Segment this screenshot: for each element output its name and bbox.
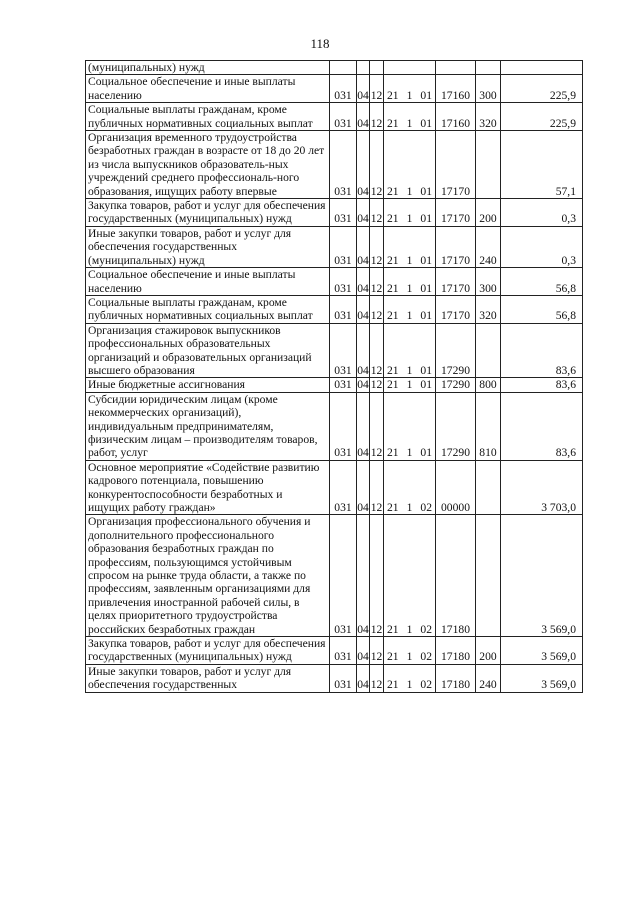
program-code-part: 01 — [420, 363, 432, 377]
admin-code-cell: 031 — [330, 103, 357, 131]
section-cell: 04 — [357, 392, 370, 460]
row-name-cell: Социальное обеспечение и иные выплаты населению — [86, 75, 330, 103]
amount-cell: 56,8 — [501, 268, 583, 296]
subsection-cell: 12 — [370, 515, 384, 637]
program-code-part: 1 — [406, 378, 413, 392]
section-cell: 04 — [357, 515, 370, 637]
subsection-cell: 12 — [370, 378, 383, 392]
program-code-part: 1 — [406, 446, 413, 460]
amount-cell: 56,8 — [501, 295, 583, 323]
row-name-cell: Иные закупки товаров, работ и услуг для обеспечения государственных — [86, 664, 330, 692]
program-code-part: 21 — [387, 650, 399, 664]
row-name-cell: Субсидии юридическим лицам (кроме некоммерческих организаций), индивидуальным предпринимателям, физическим лицам – производителям товаров, работ, услуг — [86, 392, 330, 460]
direction-code-cell: 17170 — [436, 268, 476, 296]
program-cell — [384, 378, 436, 392]
admin-code-cell: 031 — [330, 637, 357, 665]
admin-code-cell: 031 — [330, 295, 357, 323]
program-code-part: 1 — [406, 253, 413, 267]
row-name-cell: Организация профессионального обучения и дополнительного профессионального образования безработных граждан по профессиям, пользующимся устойчивым спросом на рынке труда области, а также по профессиям, заявленным организациями для привлечения иностранной рабочей силы, в целях приоритетного трудоустройства российских безработных граждан — [86, 515, 330, 637]
program-cell — [384, 199, 436, 227]
amount-cell — [501, 61, 583, 75]
program-code-part: 01 — [420, 253, 432, 267]
amount-cell: 57,1 — [501, 131, 583, 199]
table-row — [86, 131, 583, 199]
program-code-part: 21 — [387, 184, 399, 198]
direction-code-cell: 17160 — [436, 103, 476, 131]
section-cell: 04 — [357, 103, 370, 131]
program-cell — [384, 75, 436, 103]
section-cell: 04 — [357, 295, 370, 323]
table-row — [86, 61, 583, 75]
subsection-cell — [370, 61, 384, 75]
subsection-cell: 12 — [370, 323, 384, 378]
program-code-part: 1 — [406, 88, 413, 102]
direction-code-cell: 00000 — [436, 460, 476, 515]
table-row — [86, 226, 583, 267]
program-code-part: 01 — [420, 281, 432, 295]
amount-cell: 3 569,0 — [501, 664, 583, 692]
program-code-part: 1 — [406, 363, 413, 377]
expense-type-cell — [476, 131, 501, 199]
table-row — [86, 75, 583, 103]
program-cell — [384, 460, 436, 515]
program-code-part: 21 — [387, 212, 399, 226]
program-code-part: 02 — [420, 678, 432, 692]
expense-type-cell: 200 — [476, 199, 501, 227]
expense-type-cell: 800 — [476, 378, 501, 392]
expense-type-cell: 300 — [476, 75, 501, 103]
section-cell: 04 — [357, 226, 370, 267]
direction-code-cell: 17290 — [436, 378, 476, 392]
expense-type-cell: 320 — [476, 103, 501, 131]
page-number: 118 — [310, 36, 330, 51]
program-code-part: 01 — [420, 378, 432, 392]
program-code-part: 21 — [387, 88, 399, 102]
section-cell: 04 — [357, 378, 369, 392]
amount-cell: 83,6 — [501, 392, 583, 460]
admin-code-cell: 031 — [330, 226, 357, 267]
direction-code-cell: 17290 — [436, 323, 476, 378]
direction-code-cell: 17170 — [436, 295, 476, 323]
program-cell — [384, 268, 436, 296]
section-cell: 04 — [357, 75, 370, 103]
program-code-part: 1 — [406, 622, 413, 636]
program-code-part: 1 — [406, 501, 413, 514]
expense-type-cell: 200 — [476, 637, 501, 665]
admin-code-cell: 031 — [330, 664, 357, 692]
row-name-cell: Закупка товаров, работ и услуг для обеспечения государственных (муниципальных) нужд — [86, 199, 330, 227]
program-code-part: 21 — [387, 446, 399, 460]
subsection-cell: 12 — [370, 268, 384, 296]
table-row — [86, 103, 583, 131]
program-code-part: 1 — [406, 650, 413, 664]
row-name-cell: Иные закупки товаров, работ и услуг для обеспечения государственных (муниципальных) нужд — [86, 226, 330, 267]
table-row — [86, 392, 583, 460]
program-cell — [384, 392, 436, 460]
admin-code-cell: 031 — [330, 515, 357, 637]
amount-cell: 3 569,0 — [501, 515, 583, 637]
program-cell — [384, 103, 436, 131]
table-row — [86, 323, 583, 378]
subsection-cell: 12 — [370, 199, 384, 227]
direction-code-cell: 17290 — [436, 392, 476, 460]
program-cell — [384, 323, 436, 378]
program-cell — [384, 295, 436, 323]
section-cell: 04 — [357, 131, 370, 199]
program-code-part: 21 — [387, 253, 399, 267]
table-row — [86, 378, 583, 392]
row-name-cell: Социальное обеспечение и иные выплаты населению — [86, 268, 330, 296]
direction-code-cell: 17180 — [436, 664, 476, 692]
direction-code-cell: 17170 — [436, 199, 476, 227]
section-cell: 04 — [357, 637, 370, 665]
direction-code-cell — [436, 61, 476, 75]
program-code-part: 01 — [420, 184, 432, 198]
program-code-part: 01 — [420, 88, 432, 102]
program-code-part: 01 — [420, 446, 432, 460]
program-code-part: 1 — [406, 212, 413, 226]
amount-cell: 225,9 — [501, 103, 583, 131]
program-code-part: 21 — [387, 501, 399, 514]
row-name-cell: (муниципальных) нужд — [86, 61, 330, 75]
program-code-part: 02 — [420, 650, 432, 664]
program-code-part: 1 — [406, 281, 413, 295]
subsection-cell: 12 — [370, 392, 384, 460]
section-cell: 04 — [357, 460, 370, 515]
program-code-part: 01 — [420, 212, 432, 226]
table-row — [86, 460, 583, 515]
amount-cell: 0,3 — [501, 226, 583, 267]
program-code-part: 1 — [406, 678, 413, 692]
direction-code-cell: 17170 — [436, 226, 476, 267]
table-row — [86, 295, 583, 323]
direction-code-cell: 17160 — [436, 75, 476, 103]
subsection-cell: 12 — [370, 295, 384, 323]
program-cell — [384, 664, 436, 692]
subsection-cell: 12 — [370, 103, 384, 131]
program-cell — [384, 637, 436, 665]
admin-code-cell: 031 — [330, 460, 357, 515]
expense-type-cell — [476, 323, 501, 378]
table-row — [86, 268, 583, 296]
expense-type-cell: 240 — [476, 664, 501, 692]
amount-cell: 0,3 — [501, 199, 583, 227]
amount-cell: 3 703,0 — [501, 460, 583, 515]
expense-type-cell: 810 — [476, 392, 501, 460]
row-name-cell: Закупка товаров, работ и услуг для обеспечения государственных (муниципальных) нужд — [86, 637, 330, 665]
program-code-part: 21 — [387, 678, 399, 692]
expense-type-cell: 320 — [476, 295, 501, 323]
subsection-cell: 12 — [370, 75, 384, 103]
program-code-part: 21 — [387, 309, 399, 323]
subsection-cell: 12 — [370, 460, 384, 515]
admin-code-cell — [330, 61, 357, 75]
amount-cell: 83,6 — [501, 378, 583, 392]
program-code-part: 01 — [420, 116, 432, 130]
subsection-cell: 12 — [370, 637, 384, 665]
program-code-part: 21 — [387, 281, 399, 295]
program-cell — [384, 61, 436, 75]
expense-type-cell — [476, 61, 501, 75]
table-row — [86, 199, 583, 227]
direction-code-cell: 17180 — [436, 515, 476, 637]
direction-code-cell: 17170 — [436, 131, 476, 199]
table-row — [86, 664, 583, 692]
amount-cell: 3 569,0 — [501, 637, 583, 665]
program-code-part: 21 — [387, 378, 399, 392]
admin-code-cell: 031 — [330, 378, 357, 392]
row-name-cell: Основное мероприятие «Содействие развитию кадрового потенциала, повышению конкурентоспособности безработных и ищущих работу граждан» — [86, 460, 330, 515]
program-code-part: 01 — [420, 309, 432, 323]
expense-type-cell: 240 — [476, 226, 501, 267]
subsection-cell: 12 — [370, 226, 384, 267]
amount-cell: 225,9 — [501, 75, 583, 103]
section-cell: 04 — [357, 268, 370, 296]
admin-code-cell: 031 — [330, 268, 357, 296]
program-code-part: 21 — [387, 363, 399, 377]
table-row — [86, 637, 583, 665]
expense-type-cell: 300 — [476, 268, 501, 296]
row-name-cell: Организация временного трудоустройства безработных граждан в возрасте от 18 до 20 лет из числа выпускников образователь-ных учреждений среднего профессиональ-ного образования, ищущих работу впервые — [86, 131, 330, 199]
admin-code-cell: 031 — [330, 323, 357, 378]
row-name-cell: Организация стажировок выпускников профессиональных образовательных организаций и образовательных организаций высшего образования — [86, 323, 330, 378]
program-code-part: 1 — [406, 184, 413, 198]
program-cell — [384, 515, 436, 637]
program-cell — [384, 131, 436, 199]
row-name-cell: Иные бюджетные ассигнования — [86, 378, 330, 392]
admin-code-cell: 031 — [330, 131, 357, 199]
program-cell — [384, 226, 436, 267]
admin-code-cell: 031 — [330, 199, 357, 227]
expense-type-cell — [476, 515, 501, 637]
subsection-cell: 12 — [370, 131, 384, 199]
section-cell — [357, 61, 370, 75]
direction-code-cell: 17180 — [436, 637, 476, 665]
row-name-cell: Социальные выплаты гражданам, кроме публичных нормативных социальных выплат — [86, 295, 330, 323]
program-code-part: 02 — [420, 501, 432, 514]
budget-table — [85, 60, 583, 693]
section-cell: 04 — [357, 323, 370, 378]
section-cell: 04 — [357, 199, 370, 227]
table-row — [86, 515, 583, 637]
program-code-part: 1 — [406, 309, 413, 323]
subsection-cell: 12 — [370, 664, 384, 692]
section-cell: 04 — [357, 664, 370, 692]
admin-code-cell: 031 — [330, 392, 357, 460]
row-name-cell: Социальные выплаты гражданам, кроме публичных нормативных социальных выплат — [86, 103, 330, 131]
program-code-part: 1 — [406, 116, 413, 130]
admin-code-cell: 031 — [330, 75, 357, 103]
program-code-part: 21 — [387, 622, 399, 636]
program-code-part: 02 — [420, 622, 432, 636]
amount-cell: 83,6 — [501, 323, 583, 378]
expense-type-cell — [476, 460, 501, 515]
program-code-part: 21 — [387, 116, 399, 130]
